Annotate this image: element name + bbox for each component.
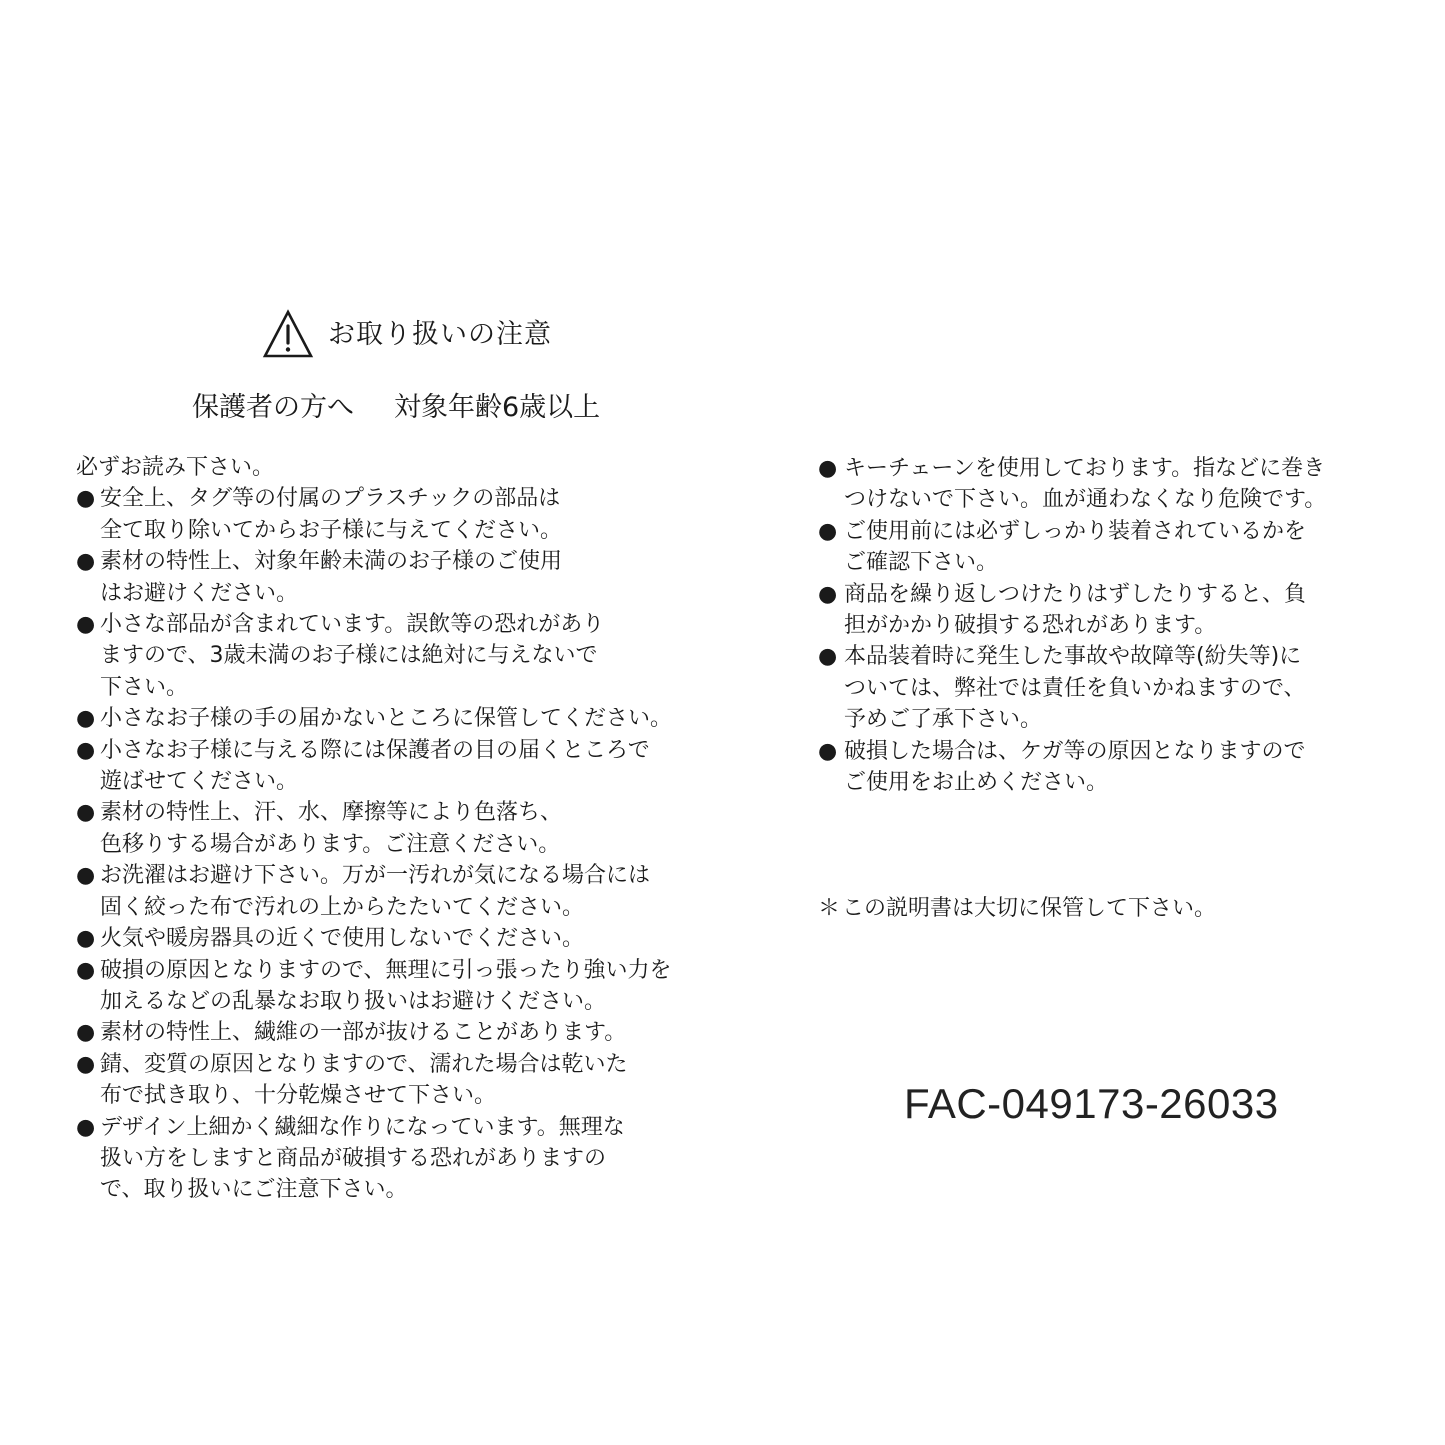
precaution-text-line: 小さなお子様に与える際には保護者の目の届くところで (100, 737, 650, 763)
asterisk-mark: ＊ (818, 896, 841, 921)
precaution-item (818, 641, 1418, 735)
precaution-text-line: 安全上、タグ等の付属のプラスチックの部品は (100, 486, 561, 512)
precaution-item (818, 579, 1418, 642)
right-precautions-column (818, 453, 1418, 798)
bullet-dot-icon: ● (818, 518, 838, 544)
precaution-text-line: 布で拭き取り、十分乾燥させて下さい。 (100, 1083, 497, 1109)
precaution-text-line: ご確認下さい。 (844, 550, 999, 576)
precaution-item (76, 703, 696, 734)
precaution-text-line: ついては、弊社では責任を負いかねますので、 (844, 675, 1306, 701)
target-age-label: 対象年齢6歳以上 (394, 392, 601, 423)
precaution-text-line: 小さな部品が含まれています。誤飲等の恐れがあり (100, 612, 605, 638)
page-title: お取り扱いの注意 (328, 318, 552, 350)
precaution-item (76, 1017, 696, 1048)
precaution-item (76, 483, 696, 546)
precaution-item (76, 1112, 696, 1206)
precaution-text-line: 固く絞った布で汚れの上からたたいてください。 (100, 894, 585, 920)
right-precautions-list (818, 453, 1418, 798)
product-code: FAC-049173-26033 (904, 1080, 1279, 1127)
note-text: この説明書は大切に保管して下さい。 (842, 896, 1217, 921)
precaution-text-line: 小さなお子様の手の届かないところに保管してください。 (100, 706, 673, 732)
bullet-dot-icon: ● (818, 738, 838, 764)
precaution-text-line: で、取り扱いにご注意下さい。 (100, 1177, 408, 1203)
precaution-text-line: キーチェーンを使用しております。指などに巻き (844, 456, 1326, 481)
bullet-dot-icon: ● (76, 926, 96, 952)
precaution-item (76, 860, 696, 923)
precaution-item (818, 736, 1418, 799)
precaution-text-line: 破損した場合は、ケガ等の原因となりますので (844, 738, 1306, 764)
title-row (262, 306, 552, 362)
guardian-label: 保護者の方へ (192, 392, 354, 423)
precaution-text-line: ますので、3歳未満のお子様には絶対に与えないで (100, 643, 598, 669)
bullet-dot-icon: ● (76, 800, 96, 826)
precaution-text-line: デザイン上細かく繊細な作りになっています。無理な (100, 1114, 625, 1140)
bullet-dot-icon: ● (76, 1051, 96, 1077)
precaution-text-line: 素材の特性上、汗、水、摩擦等により色落ち、 (100, 800, 563, 826)
precaution-text-line: お洗濯はお避け下さい。万が一汚れが気になる場合には (100, 863, 651, 889)
precaution-text-line: ご使用前には必ずしっかり装着されているかを (844, 518, 1307, 544)
read-notice: 必ずお読み下さい。 (76, 455, 275, 480)
precaution-text-line: 全て取り除いてからお子様に与えてください。 (100, 517, 563, 543)
precaution-text-line: 破損の原因となりますので、無理に引っ張ったり強い力を (100, 957, 672, 983)
precaution-text-line: 扱い方をしますと商品が破損する恐れがありますの (100, 1145, 607, 1171)
bullet-dot-icon: ● (76, 1114, 96, 1140)
precaution-text-line: 商品を繰り返しつけたりはずしたりすると、負 (844, 581, 1307, 607)
precaution-item (76, 797, 696, 860)
precaution-item (76, 735, 696, 798)
precaution-text-line: 加えるなどの乱暴なお取り扱いはお避けください。 (100, 988, 607, 1014)
precaution-item (76, 546, 696, 609)
precaution-text-line: 下さい。 (100, 674, 189, 700)
bullet-dot-icon: ● (76, 706, 96, 732)
precaution-item (818, 453, 1418, 516)
precaution-text-line: 色移りする場合があります。ご注意ください。 (100, 831, 561, 857)
precaution-text-line: つけないで下さい。血が通わなくなり危険です。 (844, 487, 1327, 513)
bullet-dot-icon: ● (76, 612, 96, 638)
bullet-dot-icon: ● (818, 581, 838, 607)
keep-instructions-note (818, 892, 1216, 926)
left-precautions-list (76, 483, 696, 1205)
precaution-text-line: 錆、変質の原因となりますので、濡れた場合は乾いた (100, 1051, 628, 1077)
precaution-text-line: ご使用をお止めください。 (844, 770, 1109, 796)
precaution-item (818, 516, 1418, 579)
precaution-text-line: 遊ばせてください。 (100, 769, 299, 795)
precaution-item (76, 609, 696, 703)
bullet-dot-icon: ● (76, 737, 96, 763)
warning-triangle-icon (262, 309, 314, 359)
precaution-text-line: 予めご了承下さい。 (844, 707, 1043, 733)
target-age-line (192, 388, 600, 428)
bullet-dot-icon: ● (818, 644, 838, 670)
precaution-text-line: 本品装着時に発生した事故や故障等(紛失等)に (844, 644, 1302, 670)
left-precautions-column (76, 452, 696, 1206)
precaution-text-line: 火気や暖房器具の近くで使用しないでください。 (100, 926, 585, 952)
precaution-text-line: 担がかかり破損する恐れがあります。 (844, 613, 1217, 639)
precaution-text-line: 素材の特性上、繊維の一部が抜けることがあります。 (100, 1020, 627, 1046)
precaution-item (76, 955, 696, 1018)
bullet-dot-icon: ● (76, 549, 96, 575)
precaution-text-line: 素材の特性上、対象年齢未満のお子様のご使用 (100, 549, 563, 575)
bullet-dot-icon: ● (76, 1020, 96, 1046)
bullet-dot-icon: ● (76, 486, 96, 512)
precaution-item (76, 1049, 696, 1112)
bullet-dot-icon: ● (818, 456, 838, 481)
bullet-dot-icon: ● (76, 863, 96, 889)
precaution-item (76, 923, 696, 954)
bullet-dot-icon: ● (76, 957, 96, 983)
precaution-text-line: はお避けください。 (100, 580, 299, 606)
